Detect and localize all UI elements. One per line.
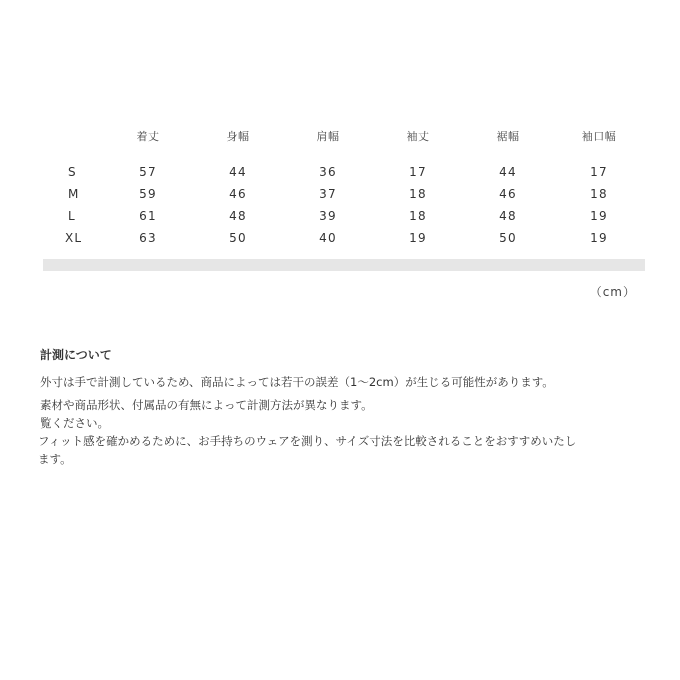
table-cell: 57 [139,165,157,179]
table-cell: 44 [229,165,247,179]
notes-line: 覧ください。 [40,416,109,430]
table-cell: 59 [139,187,157,201]
notes-title: 計測について [40,348,112,362]
table-cell: 19 [590,231,608,245]
header-cuff-width: 袖口幅 [581,130,617,143]
divider-bar [43,259,645,271]
header-sleeve-length: 袖丈 [406,130,430,143]
table-cell: 18 [590,187,608,201]
table-cell: 17 [409,165,427,179]
table-cell: 50 [229,231,247,245]
header-shoulder-width: 肩幅 [316,130,340,143]
table-cell: 50 [499,231,517,245]
table-cell: 36 [319,165,337,179]
table-header-row [43,124,645,150]
size-label: M [68,187,80,201]
table-row [43,227,645,249]
table-cell: 40 [319,231,337,245]
size-label: S [68,165,77,179]
table-cell: 39 [319,209,337,223]
table-cell: 17 [590,165,608,179]
notes-line: 素材や商品形状、付属品の有無によって計測方法が異なります。 [40,398,373,412]
table-cell: 37 [319,187,337,201]
table-cell: 46 [229,187,247,201]
table-row [43,183,645,205]
header-length: 着丈 [136,130,160,143]
table-cell: 61 [139,209,157,223]
table-cell: 18 [409,187,427,201]
notes-line: 外寸は手で計測しているため、商品によっては若干の誤差（1〜2cm）が生じる可能性があります。 [40,375,554,389]
table-cell: 48 [499,209,517,223]
table-cell: 46 [499,187,517,201]
size-label: XL [65,231,83,245]
notes-line: フィット感を確かめるために、お手持ちのウェアを測り、サイズ寸法を比較されることをおすすめいたし [38,434,577,448]
size-table [43,124,645,249]
table-cell: 18 [409,209,427,223]
notes-line: ます。 [38,452,72,466]
table-cell: 44 [499,165,517,179]
table-row [43,161,645,183]
table-cell: 19 [409,231,427,245]
unit-label: （cm） [589,285,636,299]
size-label: L [68,209,76,223]
header-hem-width: 裾幅 [496,130,520,143]
table-cell: 48 [229,209,247,223]
table-cell: 19 [590,209,608,223]
table-cell: 63 [139,231,157,245]
measurement-notes [38,346,642,468]
header-body-width: 身幅 [226,130,250,143]
table-row [43,205,645,227]
